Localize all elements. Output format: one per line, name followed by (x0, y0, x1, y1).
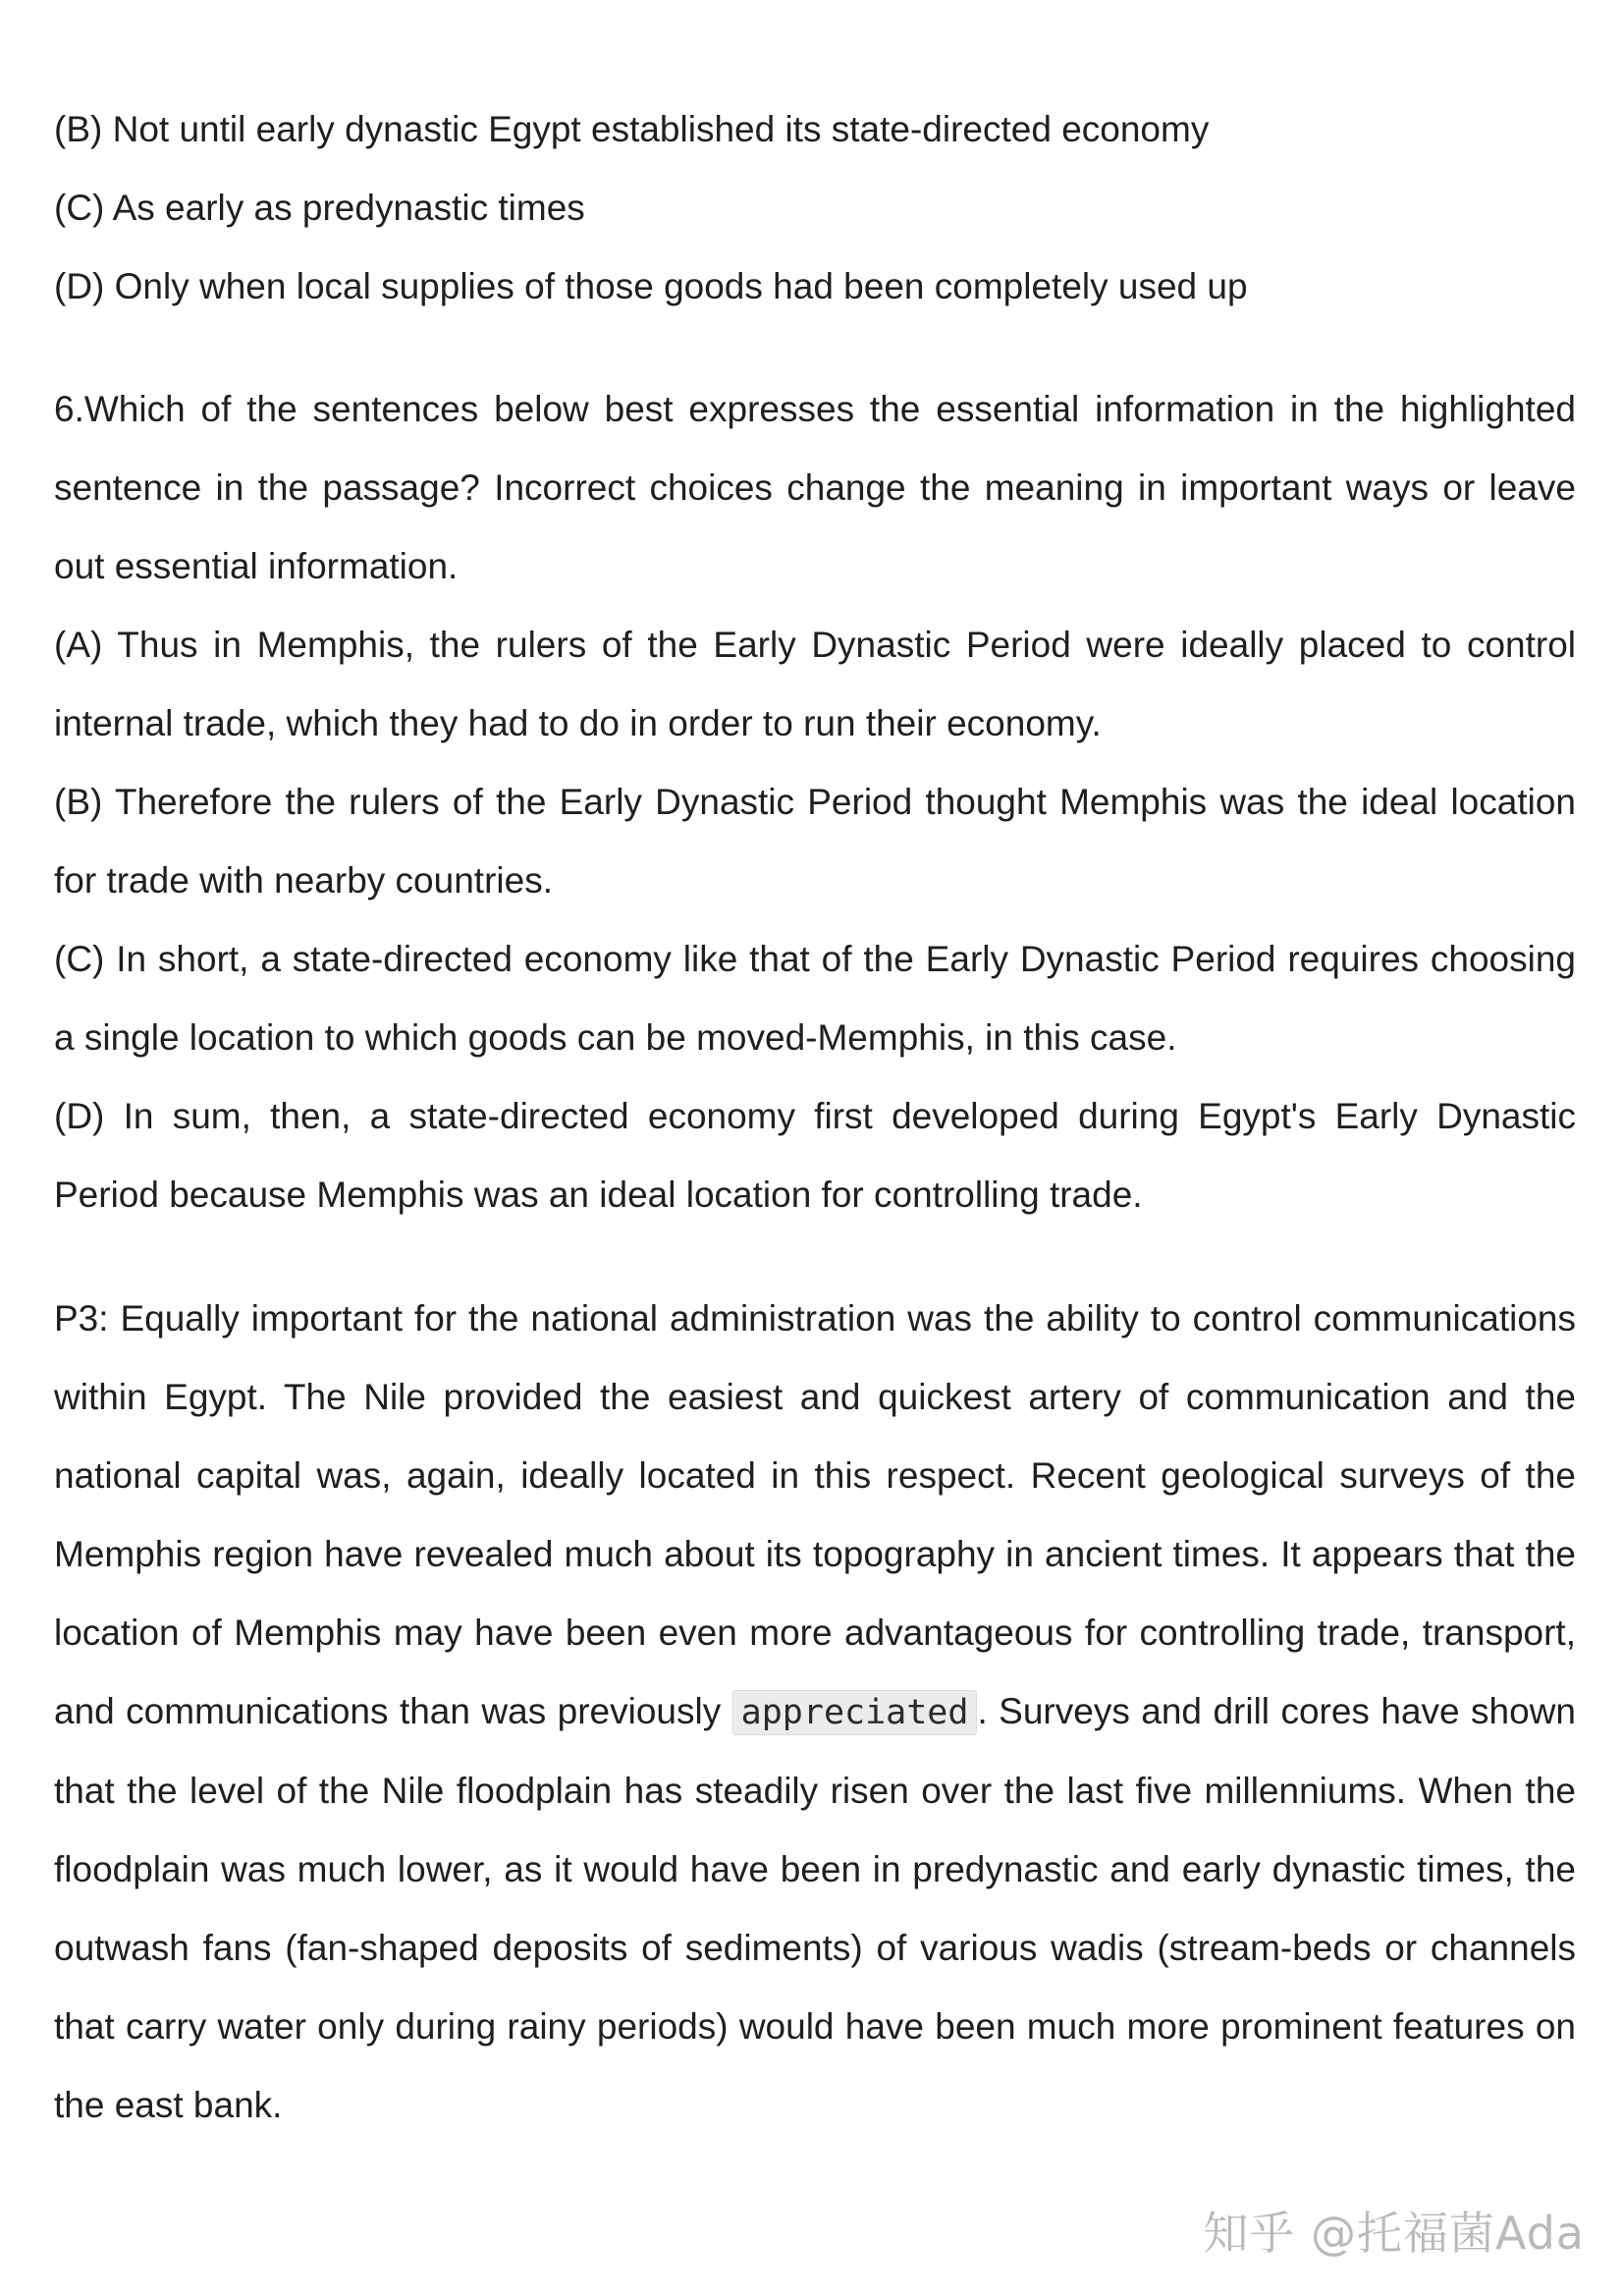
question-6 (54, 370, 1576, 1234)
q6-option-a: (A) Thus in Memphis, the rulers of the Early Dynastic Period were ideally placed to control internal trade, which they had to do in order to run their economy. (54, 625, 1576, 743)
q5-option-c: (C) As early as predynastic times (54, 188, 585, 228)
q5-option-b: (B) Not until early dynastic Egypt established its state-directed economy (54, 109, 1210, 149)
p3-text-before: P3: Equally important for the national administration was the ability to control communications within Egypt. The Nile provided the easiest and quickest artery of communication and the national capital was, again, ideally located in this respect. Recent geological surveys of the Memphis region have revealed much about its topography in ancient times. It appears that the location of Memphis may have been even more advantageous for controlling trade, transport, and communications than was previously (54, 1298, 1576, 1731)
highlighted-word: appreciated (732, 1690, 978, 1735)
q6-option-c: (C) In short, a state-directed economy like that of the Early Dynastic Period requires choosing a single location to which goods can be moved-Memphis, in this case. (54, 939, 1576, 1058)
q6-option-b: (B) Therefore the rulers of the Early Dynastic Period thought Memphis was the ideal location for trade with nearby countries. (54, 782, 1576, 901)
watermark: 知乎 @托福菌Ada (1203, 2207, 1585, 2260)
p3-text (54, 1280, 1576, 2145)
q5-options (54, 90, 1576, 326)
q6-stem: 6.Which of the sentences below best expresses the essential information in the highlighted sentence in the passage? Incorrect choices change the meaning in important ways or leave out essential information. (54, 389, 1576, 586)
q6-option-d: (D) In sum, then, a state-directed economy first developed during Egypt's Early Dynastic Period because Memphis was an ideal location for controlling trade. (54, 1096, 1576, 1215)
q5-option-d: (D) Only when local supplies of those goods had been completely used up (54, 266, 1248, 306)
paragraph-p3 (54, 1280, 1576, 2145)
document-page (54, 90, 1576, 2145)
p3-text-after: . Surveys and drill cores have shown that the level of the Nile floodplain has steadily risen over the last five millenniums. When the floodplain was much lower, as it would have been in predynastic and early dynastic times, the outwash fans (fan-shaped deposits of sediments) of various wadis (stream-beds or channels that carry water only during rainy periods) would have been much more prominent features on the east bank. (54, 1691, 1576, 2125)
